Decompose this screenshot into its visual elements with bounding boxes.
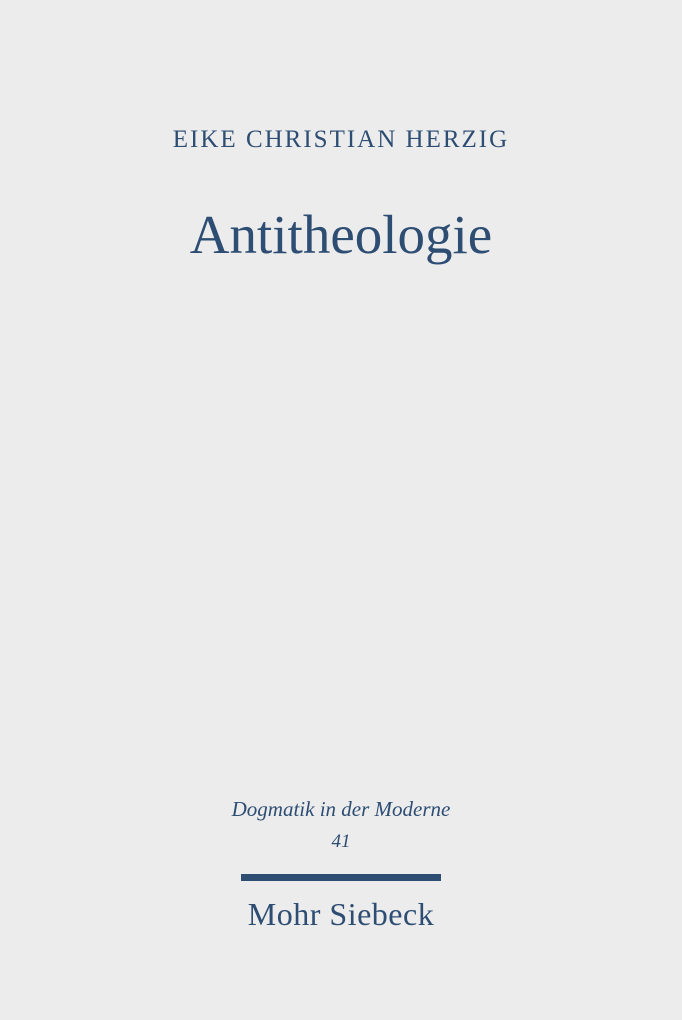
series-number: 41 (331, 831, 351, 853)
series-block (0, 795, 682, 855)
divider-rule (241, 874, 441, 881)
book-title: Antitheologie (189, 204, 493, 265)
publisher-name: Mohr Siebeck (247, 896, 435, 932)
series-name: Dogmatik in der Moderne (231, 797, 451, 821)
author-name: EIKE CHRISTIAN HERZIG (172, 126, 510, 153)
